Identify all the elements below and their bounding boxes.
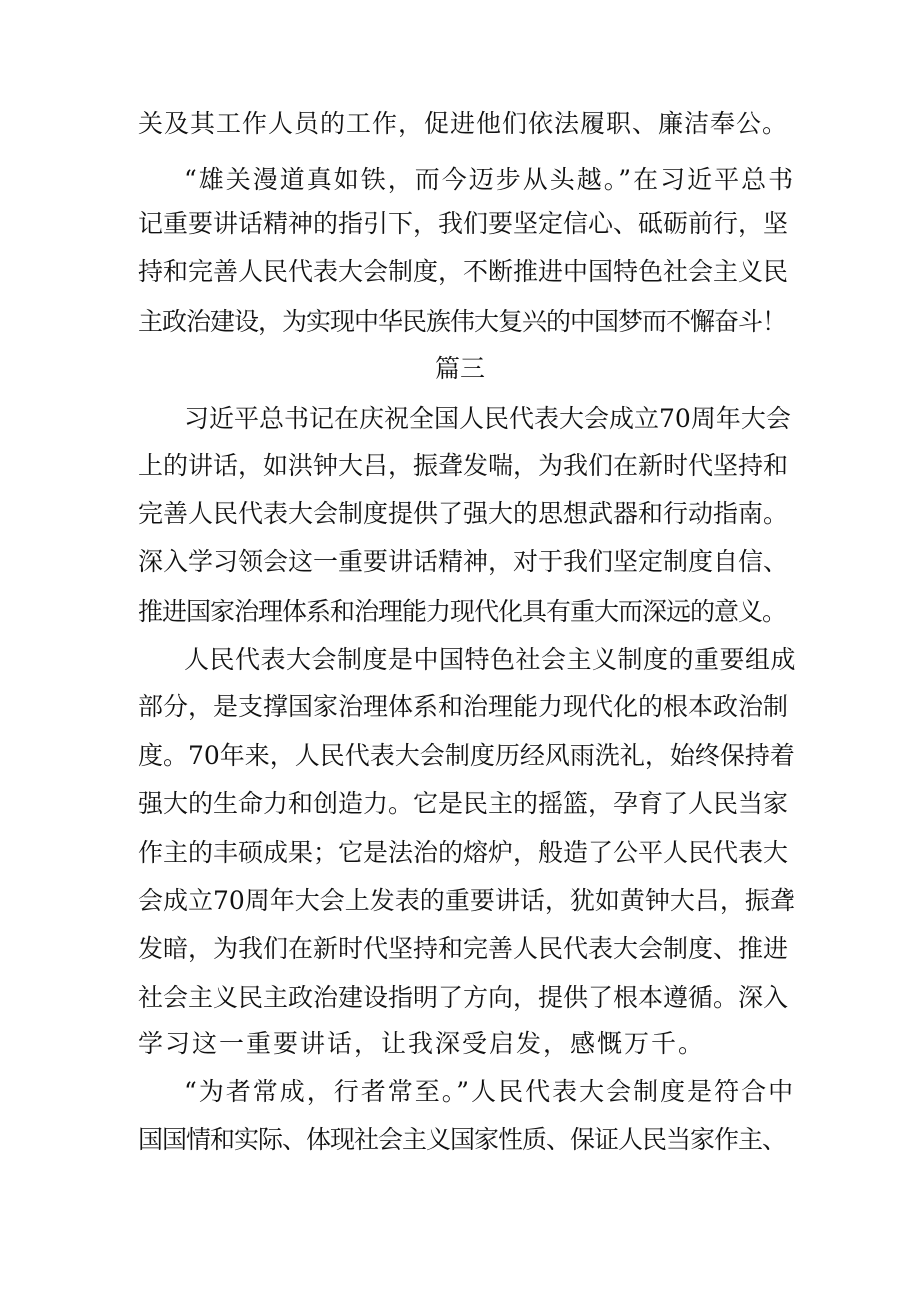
paragraph-line: 关及其工作人员的工作，促进他们依法履职、廉洁奉公。 [138, 109, 789, 138]
paragraph-line: 部分，是支撑国家治理体系和治理能力现代化的根本政治制 [138, 692, 789, 721]
paragraph-line: 上的讲话，如洪钟大吕，振聋发喘，为我们在新时代坚持和 [138, 451, 789, 480]
paragraph-line: 国国情和实际、体现社会主义国家性质、保证人民当家作主、 [138, 1125, 787, 1154]
paragraph-line: 主政治建设，为实现中华民族伟大复兴的中国梦而不懈奋斗！ [138, 307, 787, 336]
paragraph-line: 人民代表大会制度是中国特色社会主义制度的重要组成 [184, 645, 797, 674]
paragraph-line: 作主的丰硕成果；它是法治的熔炉，般造了公平人民代表大 [138, 838, 789, 867]
paragraph-line: 学习这一重要讲话，让我深受启发，感慨万千。 [138, 1029, 706, 1058]
paragraph-line: 会成立70周年大会上发表的重要讲话，犹如黄钟大吕，振聋 [138, 886, 795, 915]
paragraph-line: 发暗，为我们在新时代坚持和完善人民代表大会制度、推进 [138, 934, 789, 963]
paragraph-line: 完善人民代表大会制度提供了强大的思想武器和行动指南。 [138, 499, 789, 528]
paragraph-line: 强大的生命力和创造力。它是民主的摇篮，孕育了人民当家 [138, 789, 789, 818]
paragraph-line: 社会主义民主政治建设指明了方向，提供了根本遵循。深入 [138, 983, 789, 1012]
paragraph-line: 记重要讲话精神的指引下，我们要坚定信心、砥砺前行，坚 [138, 209, 789, 238]
section-heading: 篇三 [434, 354, 485, 383]
paragraph-line: “为者常成，行者常至。”人民代表大会制度是符合中 [184, 1077, 796, 1106]
paragraph-line: 深入学习领会这一重要讲话精神，对于我们坚定制度自信、 [138, 547, 789, 576]
paragraph-line: 度。70年来，人民代表大会制度历经风雨洗礼，始终保持着 [138, 741, 795, 770]
paragraph-line: 持和完善人民代表大会制度，不断推进中国特色社会主义民 [138, 257, 789, 286]
paragraph-line: “雄关漫道真如铁，而今迈步从头越。”在习近平总书 [184, 165, 796, 194]
paragraph-line: 习近平总书记在庆祝全国人民代表大会成立70周年大会 [184, 404, 791, 433]
paragraph-line: 推进国家治理体系和治理能力现代化具有重大而深远的意义。 [138, 597, 787, 626]
